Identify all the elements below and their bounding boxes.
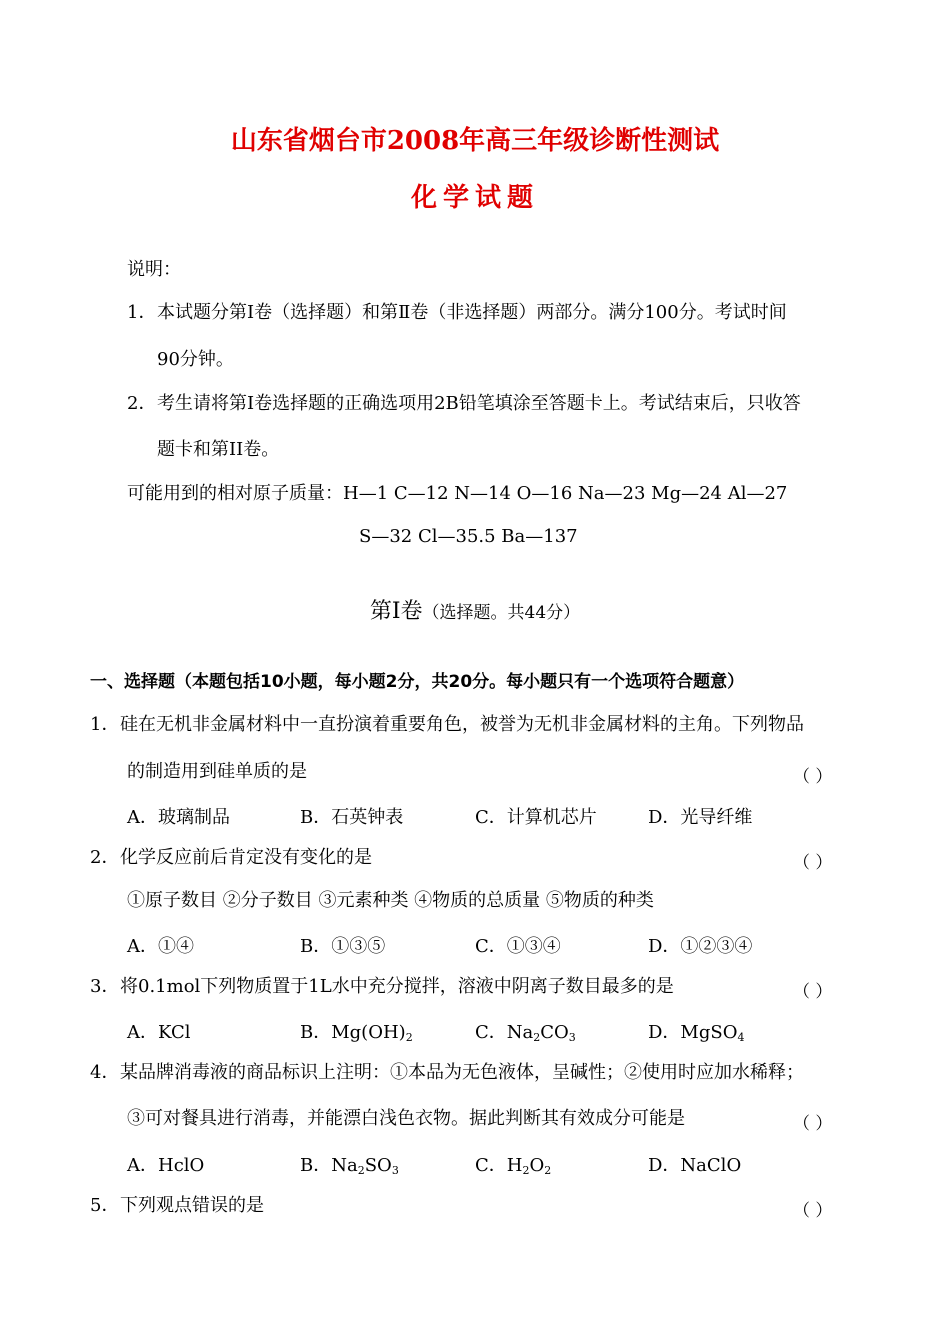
question-4-option-b-mid: SO — [364, 1155, 392, 1176]
question-2-option-b: B．①③⑤ — [300, 936, 386, 957]
question-4-option-c — [475, 1151, 551, 1177]
answer-paren-2: （ ） — [793, 853, 833, 873]
instruction-1-line1: 本试题分第Ⅰ卷（选择题）和第Ⅱ卷（非选择题）两部分。满分100分。考试时间 — [157, 302, 787, 323]
question-4-option-b-sub2: 3 — [391, 1164, 399, 1177]
question-4-option-b-sub1: 2 — [357, 1164, 365, 1177]
part-title: 一、选择题（本题包括10小题，每小题2分，共20分。每小题只有一个选项符合题意） — [90, 672, 745, 692]
instruction-2-line2: 题卡和第II卷。 — [157, 439, 280, 460]
atomic-mass-line2: S—32 Cl—35.5 Ba—137 — [359, 526, 578, 547]
question-3-option-b — [300, 1018, 413, 1044]
question-4-number: 4． — [90, 1062, 120, 1083]
instruction-2-line1: 考生请将第I卷选择题的正确选项用2B铅笔填涂至答题卡上。考试结束后，只收答 — [157, 393, 801, 414]
question-4-option-a: A．HclO — [127, 1155, 205, 1176]
question-3-option-a: A．KCl — [127, 1022, 191, 1043]
question-1-option-d: D．光导纤维 — [648, 807, 753, 828]
question-3-line1: 将0.1mol下列物质置于1L水中充分搅拌，溶液中阴离子数目最多的是 — [120, 976, 674, 997]
instruction-1-number: 1． — [127, 302, 157, 323]
question-3-option-c — [475, 1018, 576, 1044]
answer-paren-3: （ ） — [793, 982, 833, 1002]
question-5-number: 5． — [90, 1195, 120, 1216]
atomic-mass-line1: 可能用到的相对原子质量：H—1 C—12 N—14 O—16 Na—23 Mg—24 Al—27 — [127, 483, 788, 504]
question-3-option-c-text: C．Na — [475, 1022, 534, 1043]
question-3-option-d-text: D．MgSO — [648, 1022, 738, 1043]
question-4-option-b — [300, 1151, 399, 1177]
question-1-option-b: B．石英钟表 — [300, 807, 404, 828]
question-4-line1: 某品牌消毒液的商品标识上注明：①本品为无色液体，呈碱性；②使用时应加水稀释； — [120, 1062, 804, 1083]
question-1-line2: 的制造用到硅单质的是 — [127, 761, 307, 782]
question-2-option-d: D．①②③④ — [648, 936, 753, 957]
question-3-option-b-sub: 2 — [405, 1031, 413, 1044]
section-heading-sub: （选择题。共44分） — [422, 603, 581, 623]
question-5-line1: 下列观点错误的是 — [120, 1195, 264, 1216]
question-3-option-d — [648, 1018, 744, 1044]
question-3-option-b-text: B．Mg(OH) — [300, 1022, 406, 1043]
question-4-option-d: D．NaClO — [648, 1155, 742, 1176]
section-heading — [0, 594, 950, 625]
question-2-line2: ①原子数目 ②分子数目 ③元素种类 ④物质的总质量 ⑤物质的种类 — [127, 890, 654, 911]
question-3-option-d-sub: 4 — [737, 1031, 745, 1044]
question-1-number: 1． — [90, 714, 120, 735]
question-3-number: 3． — [90, 976, 120, 997]
question-2-number: 2． — [90, 847, 120, 868]
instruction-1-line2: 90分钟。 — [157, 349, 234, 370]
answer-paren-5: （ ） — [793, 1201, 833, 1221]
question-4-option-b-text: B．Na — [300, 1155, 358, 1176]
question-2-line1: 化学反应前后肯定没有变化的是 — [120, 847, 372, 868]
question-4-line2: ③可对餐具进行消毒，并能漂白浅色衣物。据此判断其有效成分可能是 — [127, 1108, 685, 1129]
question-4-option-c-text: C．H — [475, 1155, 523, 1176]
question-4-option-c-sub1: 2 — [522, 1164, 530, 1177]
section-heading-main: 第Ⅰ卷 — [369, 599, 423, 624]
question-4-option-c-mid: O — [529, 1155, 545, 1176]
question-2-option-c: C．①③④ — [475, 936, 561, 957]
question-3-option-c-sub2: 3 — [568, 1031, 576, 1044]
page-subtitle: 化学试题 — [410, 183, 539, 213]
answer-paren-1: （ ） — [793, 767, 833, 787]
answer-paren-4: （ ） — [793, 1114, 833, 1134]
question-4-option-c-sub2: 2 — [544, 1164, 552, 1177]
question-3-option-c-sub1: 2 — [533, 1031, 541, 1044]
question-1-line1: 硅在无机非金属材料中一直扮演着重要角色，被誉为无机非金属材料的主角。下列物品 — [120, 714, 804, 735]
question-3-option-c-mid: CO — [540, 1022, 569, 1043]
page-title: 山东省烟台市2008年高三年级诊断性测试 — [230, 126, 720, 156]
instruction-2-number: 2． — [127, 393, 157, 414]
question-1-option-a: A．玻璃制品 — [127, 807, 230, 828]
question-1-option-c: C．计算机芯片 — [475, 807, 597, 828]
question-2-option-a: A．①④ — [127, 936, 194, 957]
instructions-heading: 说明： — [127, 259, 181, 280]
